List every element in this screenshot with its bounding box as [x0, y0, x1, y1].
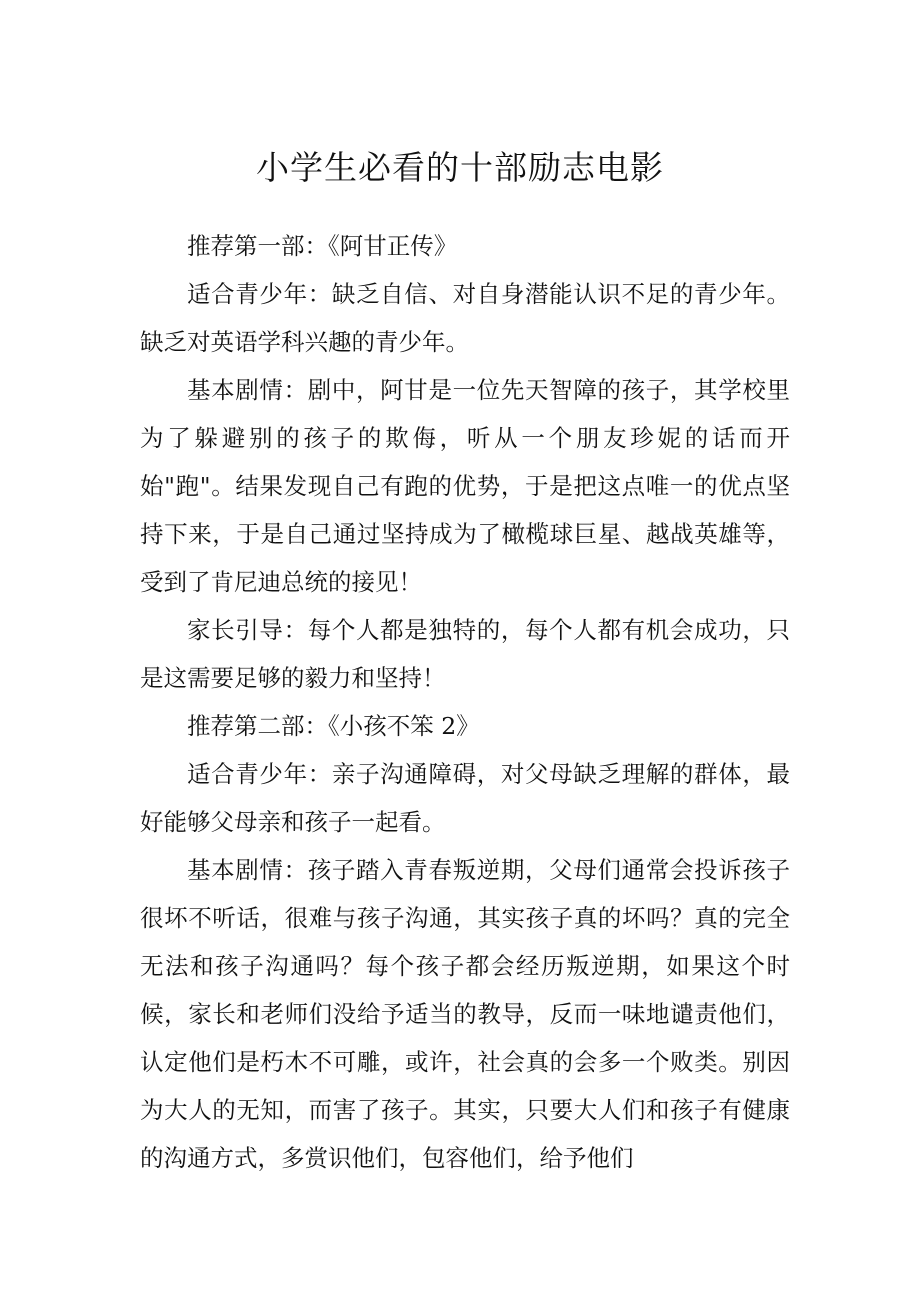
paragraph-guidance-1: 家长引导：每个人都是独特的，每个人都有机会成功，只是这需要足够的毅力和坚持！ [140, 616, 790, 692]
document-body [140, 222, 790, 1182]
paragraph-plot-1: 基本剧情：剧中，阿甘是一位先天智障的孩子，其学校里为了躲避别的孩子的欺侮，听从一个朋友珍妮的话而开始"跑"。结果发现自己有跑的优势，于是把这点唯一的优点坚持下来，于是自己通过坚持成为了橄榄球巨星、越战英雄等，受到了肯尼迪总统的接见！ [140, 376, 790, 596]
paragraph-audience-1: 适合青少年：缺乏自信、对自身潜能认识不足的青少年。缺乏对英语学科兴趣的青少年。 [140, 280, 790, 356]
paragraph-recommend-1: 推荐第一部：《阿甘正传》 [187, 232, 458, 260]
paragraph-audience-2: 适合青少年：亲子沟通障碍，对父母缺乏理解的群体，最好能够父母亲和孩子一起看。 [140, 760, 790, 836]
paragraph-plot-2: 基本剧情：孩子踏入青春叛逆期，父母们通常会投诉孩子很坏不听话，很难与孩子沟通，其实孩子真的坏吗？真的完全无法和孩子沟通吗？每个孩子都会经历叛逆期，如果这个时候，家长和老师们没给予适当的教导，反而一味地谴责他们，认定他们是朽木不可雕，或许，社会真的会多一个败类。别因为大人的无知，而害了孩子。其实，只要大人们和孩子有健康的沟通方式，多赏识他们，包容他们，给予他们 [140, 856, 790, 1172]
document-title: 小学生必看的十部励志电影 [256, 148, 664, 187]
paragraph-recommend-2: 推荐第二部：《小孩不笨 2》 [187, 712, 480, 740]
